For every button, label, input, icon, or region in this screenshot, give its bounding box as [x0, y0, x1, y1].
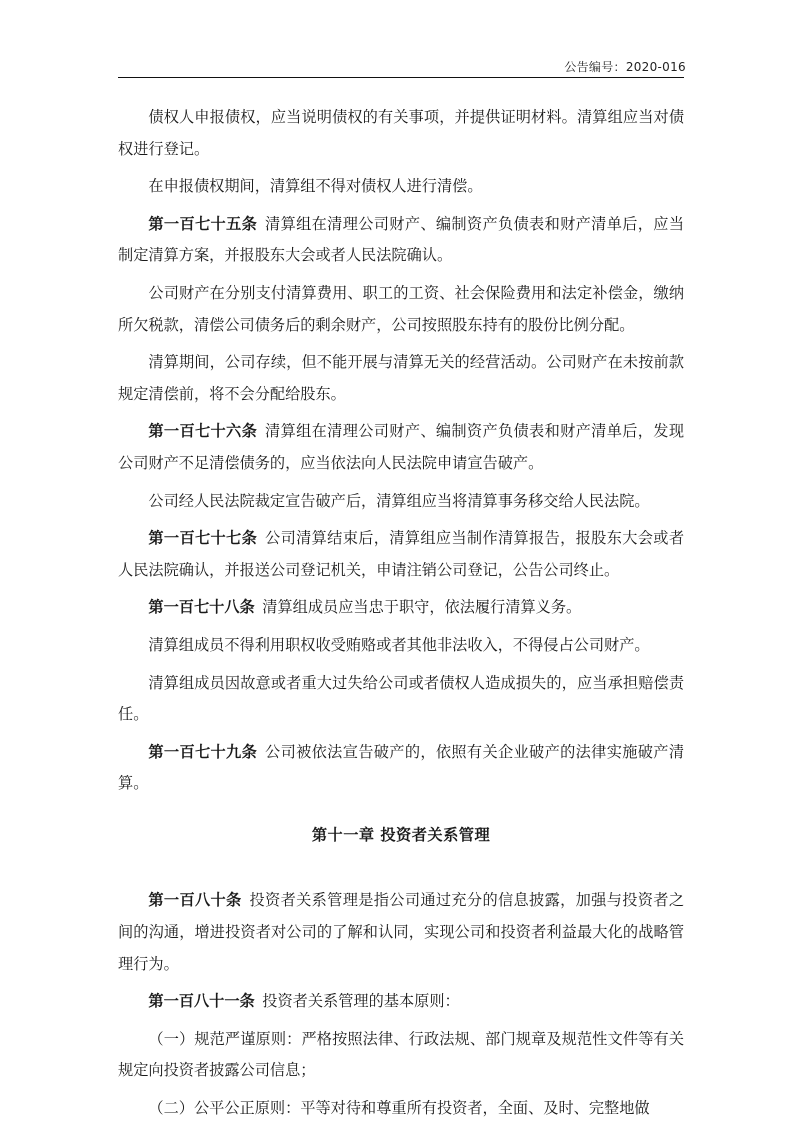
body-paragraph — [118, 347, 684, 410]
chapter-title: 第十一章 投资者关系管理 — [311, 825, 491, 844]
paragraph-text: （一）规范严谨原则：严格按照法律、行政法规、部门规章及规范性文件等有关规定向投资者披露公司信息； — [118, 1029, 684, 1080]
body-paragraph — [118, 1024, 684, 1087]
article-number: 第一百七十六条 — [148, 422, 258, 441]
body-paragraph — [118, 102, 684, 165]
article-number: 第一百七十九条 — [148, 742, 258, 761]
section-liquidation — [118, 102, 684, 800]
paragraph-text: 公司被依法宣告破产的，依照有关企业破产的法律实施破产清算。 — [118, 742, 685, 793]
paragraph-text: 公司财产在分别支付清算费用、职工的工资、社会保险费用和法定补偿金，缴纳所欠税款，清偿公司债务后的剩余财产，公司按照股东持有的股份比例分配。 — [118, 283, 684, 334]
body-paragraph — [118, 278, 684, 341]
announcement-number: 公告编号：2020-016 — [564, 60, 686, 74]
article-paragraph — [118, 416, 684, 479]
paragraph-text: 公司清算结束后，清算组应当制作清算报告，报股东大会或者人民法院确认，并报送公司登记机关，申请注销公司登记，公告公司终止。 — [118, 529, 685, 579]
body-paragraph — [118, 171, 684, 203]
document-body — [118, 102, 684, 1131]
article-paragraph — [118, 592, 684, 624]
section-investor-relations — [118, 885, 684, 1124]
article-number: 第一百八十一条 — [148, 992, 255, 1011]
paragraph-text: 投资者关系管理是指公司通过充分的信息披露，加强与投资者之间的沟通，增进投资者对公司的了解和认同，实现公司和投资者利益最大化的战略管理行为。 — [118, 891, 685, 973]
article-paragraph — [118, 986, 684, 1018]
paragraph-text: 清算期间，公司存续，但不能开展与清算无关的经营活动。公司财产在未按前款规定清偿前，将不会分配给股东。 — [118, 353, 684, 403]
article-number: 第一百七十七条 — [148, 529, 258, 548]
paragraph-text: 债权人申报债权，应当说明债权的有关事项，并提供证明材料。清算组应当对债权进行登记。 — [118, 108, 684, 158]
body-paragraph — [118, 1093, 684, 1125]
paragraph-text: 投资者关系管理的基本原则： — [262, 992, 460, 1011]
paragraph-text: 清算组成员因故意或者重大过失给公司或者债权人造成损失的，应当承担赔偿责任。 — [118, 673, 684, 724]
article-number: 第一百七十五条 — [148, 214, 258, 233]
article-number: 第一百七十八条 — [148, 598, 255, 617]
header-divider — [118, 77, 684, 78]
article-paragraph — [118, 523, 684, 586]
article-paragraph — [118, 737, 684, 800]
article-number: 第一百八十条 — [148, 891, 242, 910]
paragraph-text: （二）公平公正原则：平等对待和尊重所有投资者，全面、及时、完整地做 — [148, 1099, 650, 1118]
paragraph-text: 清算组在清理公司财产、编制资产负债表和财产清单后，发现公司财产不足清偿债务的，应当依法向人民法院申请宣告破产。 — [118, 422, 685, 472]
paragraph-text: 清算组成员不得利用职权收受贿赂或者其他非法收入，不得侵占公司财产。 — [148, 635, 650, 654]
article-paragraph — [118, 885, 684, 980]
body-paragraph — [118, 486, 684, 518]
body-paragraph — [118, 630, 684, 662]
body-paragraph — [118, 668, 684, 731]
paragraph-text: 清算组成员应当忠于职守，依法履行清算义务。 — [262, 598, 582, 617]
article-paragraph — [118, 209, 684, 272]
paragraph-text: 在申报债权期间，清算组不得对债权人进行清偿。 — [148, 177, 483, 196]
paragraph-text: 公司经人民法院裁定宣告破产后，清算组应当将清算事务移交给人民法院。 — [148, 491, 650, 510]
paragraph-text: 清算组在清理公司财产、编制资产负债表和财产清单后，应当制定清算方案，并报股东大会或者人民法院确认。 — [118, 214, 685, 265]
